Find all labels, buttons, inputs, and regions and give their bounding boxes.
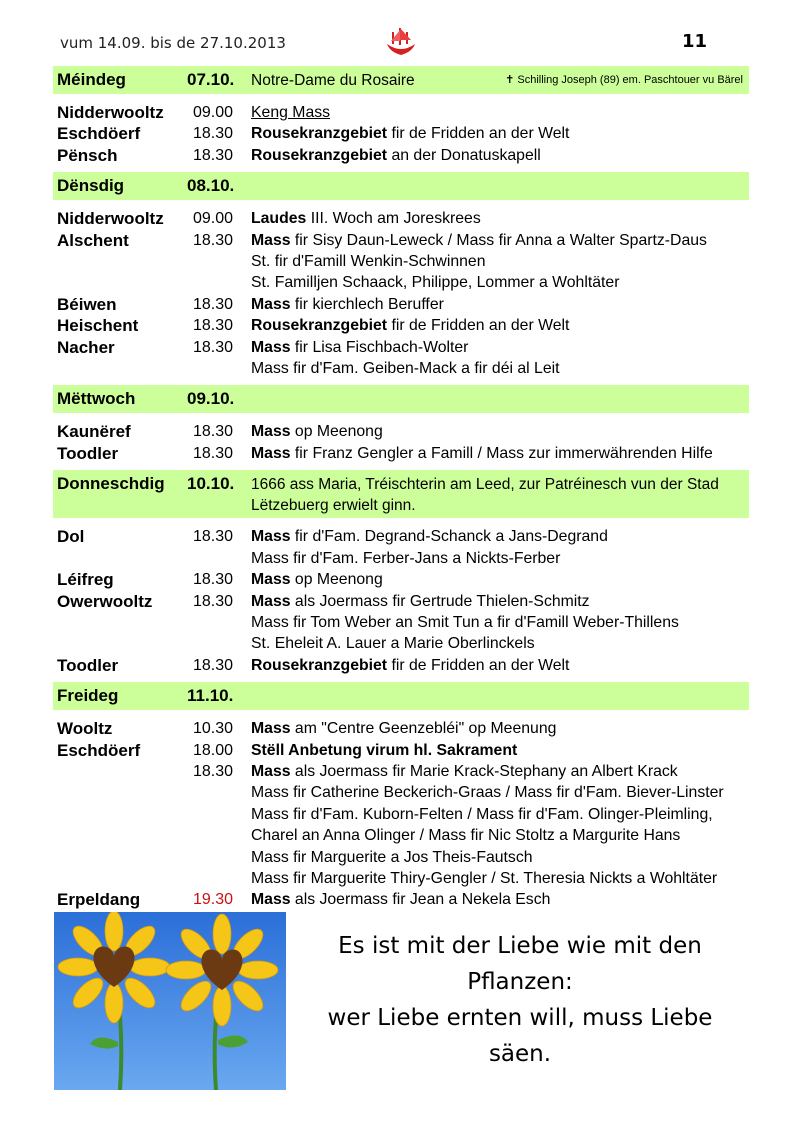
quote-line: wer Liebe ernten will, muss Liebe	[327, 1005, 713, 1031]
day-header	[53, 385, 749, 413]
detail-bold: Mass	[251, 528, 291, 546]
detail-line	[251, 633, 749, 654]
quote-line: Pflanzen:	[467, 969, 573, 995]
entry-details	[251, 208, 749, 229]
detail-bold: Rousekranzgebiet	[251, 125, 388, 143]
entry-details	[251, 315, 749, 336]
church-boat-logo-icon	[384, 24, 418, 58]
quote-text	[300, 928, 740, 1072]
place-name: Nidderwooltz	[57, 103, 164, 122]
detail-line	[251, 145, 749, 166]
mass-time: 18.00	[193, 741, 234, 759]
mass-time: 18.30	[193, 146, 234, 164]
day-header	[53, 470, 749, 518]
mass-time: 18.30	[193, 444, 234, 462]
detail-text: an der Donatuskapell	[387, 146, 541, 164]
detail-text: Mass fir Marguerite a Jos Theis-Fautsch	[251, 848, 533, 866]
detail-line	[251, 548, 749, 569]
day-date: 08.10.	[187, 176, 235, 196]
day-header	[53, 66, 749, 94]
quote-line: säen.	[488, 1041, 552, 1067]
mass-time: 18.30	[193, 423, 234, 441]
detail-bold: Laudes	[251, 210, 307, 228]
detail-text: Mass fir d'Fam. Ferber-Jans a Nickts-Ferber	[251, 549, 561, 567]
detail-text: op Meenong	[290, 423, 383, 441]
detail-text: fir de Fridden an der Welt	[387, 656, 570, 674]
detail-line	[251, 208, 749, 229]
detail-line	[251, 102, 749, 123]
detail-text: fir de Fridden an der Welt	[387, 317, 570, 335]
place-name: Owerwooltz	[57, 591, 153, 611]
mass-time: 19.30	[193, 891, 234, 909]
entry-details	[251, 718, 749, 739]
page-header	[0, 0, 800, 60]
place-name: Kaunëref	[57, 422, 131, 442]
mass-time: 18.30	[193, 125, 234, 143]
place-name: Toodler	[57, 443, 119, 463]
schedule-entry	[53, 526, 749, 569]
detail-bold: Mass	[251, 571, 291, 589]
detail-bold: Mass	[251, 444, 291, 462]
quote-line: Es ist mit der Liebe wie mit den	[338, 933, 702, 959]
detail-line	[251, 804, 749, 825]
schedule-entry	[53, 123, 749, 144]
mass-time: 18.30	[193, 317, 234, 335]
schedule-entry	[53, 655, 749, 676]
detail-line	[251, 740, 749, 761]
entry-details	[251, 145, 749, 166]
entry-details	[251, 761, 749, 889]
page-number: 11	[682, 31, 708, 52]
schedule-entry	[53, 315, 749, 336]
day-note: Notre-Dame du Rosaire	[251, 72, 415, 89]
schedule-entry	[53, 569, 749, 590]
place-name: Alschent	[57, 230, 129, 250]
detail-text: fir Sisy Daun-Leweck / Mass fir Anna a Walter Spartz-Daus	[290, 231, 707, 249]
detail-text: fir de Fridden an der Welt	[387, 125, 570, 143]
detail-line	[251, 123, 749, 144]
mass-time: 10.30	[193, 720, 234, 738]
schedule-entry	[53, 145, 749, 166]
place-name: Eschdöerf	[57, 124, 141, 144]
place-name: Dol	[57, 527, 85, 547]
detail-line	[251, 655, 749, 676]
mass-time: 09.00	[193, 104, 234, 121]
detail-line	[251, 612, 749, 633]
place-name: Béiwen	[57, 294, 117, 314]
day-name: Freideg	[57, 686, 119, 706]
mass-time: 18.30	[193, 571, 234, 589]
entry-details	[251, 421, 749, 442]
detail-text: op Meenong	[290, 571, 383, 589]
entry-details	[251, 526, 749, 569]
detail-bold: Rousekranzgebiet	[251, 317, 388, 335]
day-date: 10.10.	[187, 474, 235, 494]
entry-details	[251, 337, 749, 380]
day-date: 09.10.	[187, 389, 235, 409]
mass-time: 18.30	[193, 762, 234, 780]
detail-line	[251, 761, 749, 782]
day-name: Donneschdig	[57, 474, 165, 494]
detail-bold: Mass	[251, 762, 291, 780]
detail-line	[251, 569, 749, 590]
detail-line	[251, 782, 749, 803]
detail-line	[251, 526, 749, 547]
mass-time: 18.30	[193, 656, 234, 674]
detail-bold: Rousekranzgebiet	[251, 146, 388, 164]
period-label: vum 14.09. bis de 27.10.2013	[60, 34, 286, 52]
detail-bold: Mass	[251, 423, 291, 441]
place-name: Wooltz	[57, 719, 113, 739]
place-name: Nidderwooltz	[57, 209, 164, 229]
detail-line	[251, 718, 749, 739]
schedule-entry	[53, 230, 749, 294]
detail-line	[251, 421, 749, 442]
mass-time: 09.00	[193, 210, 234, 228]
detail-line	[251, 358, 749, 379]
detail-line	[251, 337, 749, 358]
schedule-entry	[53, 740, 749, 761]
schedule-entry	[53, 761, 749, 889]
day-date: 07.10.	[187, 70, 235, 89]
day-name: Dënsdig	[57, 176, 125, 196]
heart-sunflowers-image	[54, 912, 286, 1090]
detail-line	[251, 272, 749, 293]
detail-text: Mass fir Tom Weber an Smit Tun a fir d'Famill Weber-Thillens	[251, 613, 679, 631]
detail-text: Mass fir d'Fam. Kuborn-Felten / Mass fir d'Fam. Olinger-Pleimling,	[251, 805, 713, 823]
place-name: Pënsch	[57, 145, 118, 165]
detail-text: Mass fir Catherine Beckerich-Graas / Mass fir d'Fam. Biever-Linster	[251, 784, 724, 802]
detail-text: fir Franz Gengler a Famill / Mass zur immerwährenden Hilfe	[290, 444, 713, 462]
schedule-entry	[53, 337, 749, 380]
detail-line	[251, 889, 749, 910]
detail-text: am "Centre Geenzebléi" op Meenung	[290, 720, 557, 738]
detail-bold: Mass	[251, 338, 291, 356]
schedule-entry	[53, 718, 749, 739]
detail-line	[251, 294, 749, 315]
schedule-entry	[53, 443, 749, 464]
detail-text: Mass fir Marguerite Thiry-Gengler / St. Theresia Nickts a Wohltäter	[251, 869, 718, 887]
day-header	[53, 172, 749, 200]
place-name: Heischent	[57, 316, 139, 336]
place-name: Eschdöerf	[57, 740, 141, 760]
mass-time: 18.30	[193, 231, 234, 249]
detail-text: als Joermass fir Gertrude Thielen-Schmitz	[290, 592, 590, 610]
detail-bold: Stëll Anbetung virum hl. Sakrament	[251, 741, 518, 759]
day-note	[251, 174, 749, 176]
schedule-entry	[53, 889, 749, 910]
mass-time: 18.30	[193, 295, 234, 313]
detail-text: St. fir d'Famill Wenkin-Schwinnen	[251, 253, 486, 271]
detail-bold: Mass	[251, 295, 291, 313]
detail-bold: Rousekranzgebiet	[251, 656, 388, 674]
place-name: Nacher	[57, 337, 115, 357]
entry-details	[251, 591, 749, 655]
schedule-entry	[53, 208, 749, 229]
detail-text: St. Familljen Schaack, Philippe, Lommer a Wohltäter	[251, 274, 620, 292]
entry-details	[251, 443, 749, 464]
day-note: 1666 ass Maria, Tréischterin am Leed, zur Patréinesch vun der Stad Lëtzebuerg erwielt ginn.	[251, 476, 719, 515]
entry-details	[251, 889, 749, 910]
schedule-entry	[53, 294, 749, 315]
entry-details	[251, 102, 749, 123]
detail-text: Mass fir d'Fam. Geiben-Mack a fir déi al Leit	[251, 360, 560, 378]
entry-details	[251, 569, 749, 590]
schedule-entry	[53, 102, 749, 123]
detail-text: fir d'Fam. Degrand-Schanck a Jans-Degrand	[290, 528, 608, 546]
obituary-note: ✝ Schilling Joseph (89) em. Paschtouer vu Bärel	[505, 74, 743, 86]
day-header	[53, 682, 749, 710]
mass-schedule	[53, 66, 749, 911]
place-name: Toodler	[57, 655, 119, 675]
detail-bold: Mass	[251, 891, 291, 909]
mass-time: 18.30	[193, 338, 234, 356]
detail-text: als Joermass fir Marie Krack-Stephany an Albert Krack	[290, 762, 678, 780]
detail-text: Keng Mass	[251, 104, 331, 121]
day-name: Méindeg	[57, 70, 126, 89]
detail-line	[251, 825, 749, 846]
detail-line	[251, 443, 749, 464]
day-name: Mëttwoch	[57, 389, 136, 409]
detail-line	[251, 251, 749, 272]
detail-line	[251, 847, 749, 868]
detail-text: St. Eheleit A. Lauer a Marie Oberlinckels	[251, 635, 535, 653]
schedule-entry	[53, 421, 749, 442]
mass-time: 18.30	[193, 592, 234, 610]
entry-details	[251, 294, 749, 315]
place-name: Erpeldang	[57, 890, 141, 910]
detail-text: als Joermass fir Jean a Nekela Esch	[290, 891, 551, 909]
mass-time: 18.30	[193, 528, 234, 546]
detail-bold: Mass	[251, 592, 291, 610]
detail-text: fir kierchlech Beruffer	[290, 295, 444, 313]
detail-bold: Mass	[251, 720, 291, 738]
entry-details	[251, 123, 749, 144]
place-name: Léifreg	[57, 570, 114, 590]
entry-details	[251, 655, 749, 676]
entry-details	[251, 740, 749, 761]
schedule-entry	[53, 591, 749, 655]
detail-line	[251, 868, 749, 889]
detail-text: fir Lisa Fischbach-Wolter	[290, 338, 469, 356]
detail-line	[251, 315, 749, 336]
detail-text: Charel an Anna Olinger / Mass fir Nic Stoltz a Margurite Hans	[251, 827, 681, 845]
detail-text: III. Woch am Joreskrees	[306, 210, 481, 228]
day-date: 11.10.	[187, 686, 234, 706]
entry-details	[251, 230, 749, 294]
detail-line	[251, 230, 749, 251]
detail-bold: Mass	[251, 231, 291, 249]
day-note	[251, 387, 749, 389]
day-note	[251, 684, 749, 686]
detail-line	[251, 591, 749, 612]
